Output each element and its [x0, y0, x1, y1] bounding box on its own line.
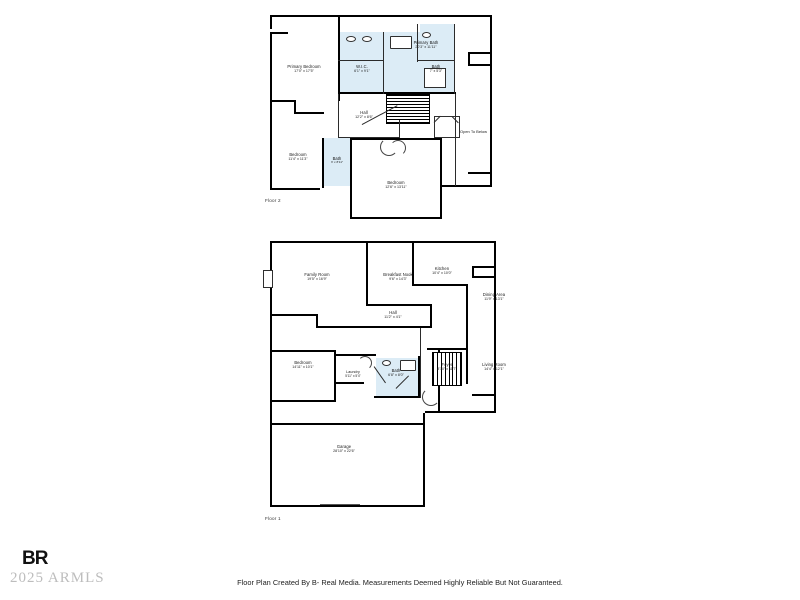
room-label-bedroom-bottom: Bedroom 12'6" x 13'11": [385, 180, 407, 190]
wall-bedroom3-box-right: [440, 138, 442, 219]
wall-bath-bottom: [417, 60, 455, 61]
room-label-bedroom-left: Bedroom 11'4" x 11'3": [288, 152, 308, 162]
wall-left-bump-a: [270, 100, 296, 102]
wall-laundry-top: [336, 354, 376, 356]
floor-1-label: Floor 1: [265, 516, 281, 521]
floor-1-plan: [262, 238, 542, 528]
watermark-logo: BR: [22, 548, 48, 569]
watermark-text: 2025 ARMLS: [10, 570, 105, 586]
wall-primary-bedroom-right: [338, 15, 340, 101]
wall-family-bottom: [270, 314, 318, 316]
exterior-wall-top: [270, 15, 492, 17]
wall-foyer-left: [420, 328, 421, 398]
exterior-wall-left-top: [270, 15, 272, 29]
exterior-wall-right-lower-f1: [425, 411, 496, 413]
exterior-wall-left-notch: [270, 32, 288, 34]
room-label-kitchen: Kitchen 10'4" x 10'0": [432, 266, 452, 276]
room-label-hall-floor1: Hall 11'2" x 4'1": [384, 310, 402, 320]
door-arc-front: [422, 388, 440, 406]
room-label-bath-upper: Bath 7' x 5'3": [429, 64, 443, 74]
wall-right-jog-c: [468, 64, 492, 66]
wall-kitchen-bottom: [412, 284, 468, 286]
watermark: [10, 548, 130, 594]
wall-bedroom-f1-bottom: [270, 400, 336, 402]
room-label-bath-floor1: Bath 6'8" x 8'0": [388, 368, 404, 378]
wall-landing-right: [399, 120, 400, 138]
door-arc-laundry: [358, 356, 372, 370]
room-label-wic: W.I.C. 6'1" x 9'1": [354, 64, 370, 74]
room-label-hall-floor2: Hall 12'2" x 8'6": [355, 110, 373, 120]
room-label-primary-bath: Primary Bath 20'3" x 11'11": [413, 40, 439, 50]
wall-hall-left: [338, 94, 339, 138]
wall-family-bottom-c: [316, 326, 368, 328]
floor-2-plan: [262, 12, 532, 212]
wall-right-jog-h: [472, 394, 496, 396]
room-label-family-room: Family Room 19'5" x 16'9": [304, 272, 330, 282]
garage-door-line: [320, 504, 360, 505]
sink-bath-f1: [382, 360, 391, 366]
bay-window-left: [263, 270, 273, 288]
room-label-bedroom-floor1: Bedroom 14'11" x 10'1": [292, 360, 314, 370]
room-label-breakfast-nook: Breakfast Nook 9'6" x 14'3": [383, 272, 413, 282]
sink-primary-b: [362, 36, 372, 42]
wall-bedroom3-box-left: [350, 186, 352, 219]
room-label-dining-area: Dining Area 11'9" x 13'1": [482, 292, 506, 302]
wall-right-jog-a: [468, 52, 492, 54]
wall-right-jog-d: [468, 172, 492, 174]
wall-right-jog-e: [472, 266, 496, 268]
wall-wic-right: [383, 32, 384, 94]
room-label-primary-bedroom: Primary Bedroom 17'0" x 17'5": [287, 64, 321, 74]
staircase-floor2: [386, 94, 430, 124]
wall-bedroom3-box-bottom: [350, 217, 442, 219]
wall-wic-divider: [338, 60, 384, 61]
wall-open-to-below-left: [455, 94, 456, 186]
sink-primary-a: [346, 36, 356, 42]
room-label-garage: Garage 28'10" x 22'6": [333, 444, 355, 454]
wall-garage-top: [270, 423, 425, 425]
wall-hall-right-f1: [430, 304, 432, 328]
wall-dining-bottom: [427, 348, 467, 350]
room-label-foyer: Foyer 8'10" x 11'7": [437, 362, 457, 372]
wall-family-nook: [366, 241, 368, 305]
exterior-wall-left-lower-f1: [270, 367, 272, 507]
room-label-laundry: Laundry 5'11" x 5'4": [345, 370, 361, 379]
sink-hall-bath: [422, 32, 431, 38]
exterior-wall-right: [490, 15, 492, 187]
footer-disclaimer: Floor Plan Created By B- Real Media. Measurements Deemed Highly Reliable But Not Guaranteed.: [237, 578, 563, 587]
wall-bedroom-f1-top: [270, 350, 336, 352]
wall-bath-small-right: [350, 138, 352, 188]
exterior-wall-bottom-right: [442, 185, 492, 187]
exterior-wall-left: [270, 32, 272, 190]
note-open-to-below: Open To Below: [460, 129, 488, 134]
floor-2-label: Floor 2: [265, 198, 281, 203]
door-arc-bedroom3: [390, 140, 406, 156]
wall-left-bump-c: [294, 112, 324, 114]
wall-hall-bottom-f1: [368, 326, 432, 328]
exterior-wall-top-f1: [270, 241, 496, 243]
exterior-wall-bottom-left: [270, 188, 320, 190]
wall-bath-f1-bottom: [374, 396, 420, 398]
wall-laundry-bottom: [336, 382, 364, 384]
wall-right-jog-g: [472, 276, 496, 278]
wall-nook-bottom: [366, 304, 432, 306]
room-label-bath-small: Bath 3' x 8'11": [330, 156, 344, 165]
room-label-living-room: Living Room 14'4" x 12'1": [482, 362, 506, 372]
wall-primary-bath-right: [454, 24, 455, 94]
exterior-wall-garage-right: [423, 413, 425, 507]
